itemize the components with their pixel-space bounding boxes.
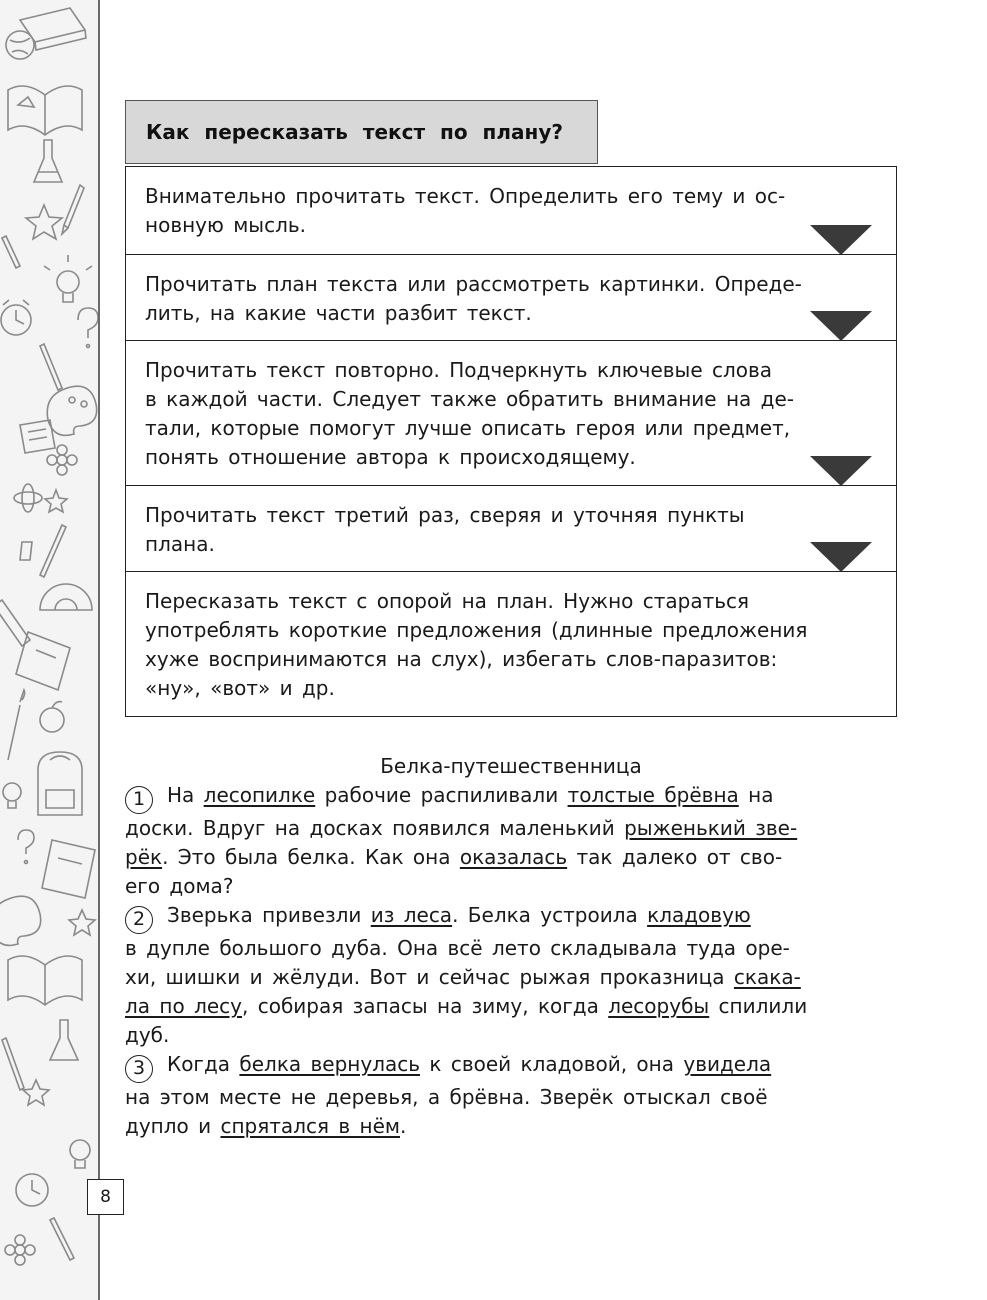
flask-icon	[50, 1020, 78, 1060]
book-icon	[20, 8, 86, 50]
underlined-keyword: рёк	[125, 845, 163, 869]
lightbulb-icon	[44, 255, 92, 302]
paragraph-number-badge: 3	[125, 1055, 153, 1083]
down-arrow-icon	[810, 225, 872, 255]
underlined-keyword: рыженький зве-	[624, 816, 798, 840]
notebook-icon	[16, 632, 70, 690]
underlined-keyword: из леса	[370, 903, 453, 927]
decorative-sidebar	[0, 0, 100, 1300]
down-arrow-icon	[810, 456, 872, 486]
alarm-clock-icon	[1, 300, 31, 335]
down-arrow-icon	[810, 542, 872, 572]
text: . Белка устроила	[452, 903, 648, 927]
step-text-line: новную мысль.	[145, 213, 307, 237]
alarm-clock-icon	[16, 1174, 48, 1206]
retelling-steps	[125, 166, 897, 717]
pencil-icon	[2, 1038, 24, 1090]
text: так далеко от сво-	[567, 845, 783, 869]
step-text-line: лить, на какие части разбит текст.	[145, 301, 532, 325]
step-text-line: «ну», «вот» и др.	[145, 676, 335, 700]
star-icon	[69, 910, 95, 935]
pencil-icon	[50, 1218, 74, 1260]
text: к своей кладовой, она	[420, 1052, 684, 1076]
story-paragraph-1	[125, 781, 897, 901]
underlined-keyword: спрятался в нём	[220, 1114, 400, 1138]
step-text-line: плана.	[145, 532, 215, 556]
step-text-line: в каждой части. Следует также обратить внимание на де-	[145, 387, 794, 411]
step-text-line: Прочитать текст третий раз, сверяя и уточняя пункты	[145, 503, 745, 527]
text: . Это была белка. Как она	[162, 845, 460, 869]
star-icon	[45, 490, 67, 512]
page-title-text: Как пересказать текст по плану?	[146, 120, 563, 144]
flask-icon	[34, 140, 62, 182]
step-text-line: Внимательно прочитать текст. Определить его тему и ос-	[145, 184, 786, 208]
story-line	[125, 901, 897, 934]
text: , собирая запасы на зиму, когда	[242, 994, 609, 1018]
letter-icon	[20, 542, 32, 560]
story-line: в дупле большого дуба. Она всё лето складывала туда оре-	[125, 936, 790, 960]
text: .	[399, 1114, 407, 1138]
step-1	[126, 167, 896, 254]
step-text-line: хуже воспринимаются на слух), избегать слов-паразитов:	[145, 647, 778, 671]
book-icon	[8, 86, 82, 135]
text: на	[738, 783, 774, 807]
step-text-line: употреблять короткие предложения (длинные предложения	[145, 618, 808, 642]
story-line	[125, 843, 897, 872]
story-line	[125, 1050, 897, 1083]
story-line	[125, 1112, 897, 1141]
question-mark-icon	[18, 830, 34, 864]
paragraph-number-badge: 1	[125, 786, 153, 814]
underlined-keyword: толстые брёвна	[567, 783, 739, 807]
step-3	[126, 340, 896, 485]
underlined-keyword: кладовую	[647, 903, 751, 927]
lightbulb-icon	[70, 1140, 90, 1168]
pencil-icon	[40, 344, 62, 390]
paintbrush-icon	[8, 690, 25, 760]
apple-icon	[40, 702, 64, 732]
protractor-icon	[40, 584, 92, 610]
star-icon	[23, 1080, 49, 1105]
question-mark-icon	[78, 308, 98, 348]
star-icon	[26, 205, 62, 239]
underlined-keyword: ла по лесу	[125, 994, 242, 1018]
step-4	[126, 485, 896, 571]
story-line	[125, 963, 897, 992]
notebook-icon	[42, 840, 95, 898]
step-text-line: понять отношение автора к происходящему.	[145, 445, 636, 469]
pencil-icon	[62, 185, 84, 234]
step-2	[126, 254, 896, 340]
text: На	[167, 783, 204, 807]
text: дупло и	[125, 1114, 221, 1138]
underlined-keyword: увидела	[683, 1052, 772, 1076]
book-icon	[8, 956, 82, 1005]
text: доски. Вдруг на досках появился маленький	[125, 816, 625, 840]
flower-icon	[5, 1235, 35, 1265]
story-line	[125, 992, 897, 1021]
step-text-line: Прочитать план текста или рассмотреть картинки. Опреде-	[145, 272, 802, 296]
underlined-keyword: оказалась	[459, 845, 568, 869]
palette-icon	[47, 386, 96, 435]
step-text-line: тали, которые помогут лучше описать героя или предмет,	[145, 416, 791, 440]
story-line	[125, 814, 897, 843]
lightbulb-icon	[3, 783, 21, 808]
text: рабочие распиливали	[315, 783, 568, 807]
flower-icon	[47, 445, 77, 475]
story	[125, 750, 897, 1141]
down-arrow-icon	[810, 311, 872, 341]
story-paragraph-3	[125, 1050, 897, 1141]
step-text-line: Прочитать текст повторно. Подчеркнуть ключевые слова	[145, 358, 773, 382]
story-line	[125, 781, 897, 814]
underlined-keyword: лесопилке	[203, 783, 316, 807]
text: Зверька привезли	[167, 903, 371, 927]
step-5	[126, 571, 896, 716]
underlined-keyword: скака-	[733, 965, 801, 989]
text: спилили	[709, 994, 808, 1018]
underlined-keyword: лесорубы	[608, 994, 710, 1018]
page-number: 8	[87, 1179, 124, 1215]
pencil-icon	[40, 525, 66, 577]
story-line: дуб.	[125, 1023, 170, 1047]
page-title	[125, 100, 598, 164]
atom-icon	[14, 484, 42, 512]
palette-icon	[0, 896, 41, 945]
backpack-icon	[38, 752, 82, 815]
step-text-line: Пересказать текст с опорой на план. Нужно стараться	[145, 589, 750, 613]
underlined-keyword: белка вернулась	[239, 1052, 421, 1076]
globe-icon	[6, 31, 34, 59]
text: хи, шишки и жёлуди. Вот и сейчас рыжая проказница	[125, 965, 734, 989]
text: Когда	[167, 1052, 240, 1076]
story-line: на этом месте не деревья, а брёвна. Зверёк отыскал своё	[125, 1085, 768, 1109]
story-line: его дома?	[125, 874, 234, 898]
story-paragraph-2	[125, 901, 897, 1050]
story-title: Белка-путешественница	[380, 754, 642, 778]
pencil-icon	[2, 236, 20, 268]
paragraph-number-badge: 2	[125, 906, 153, 934]
